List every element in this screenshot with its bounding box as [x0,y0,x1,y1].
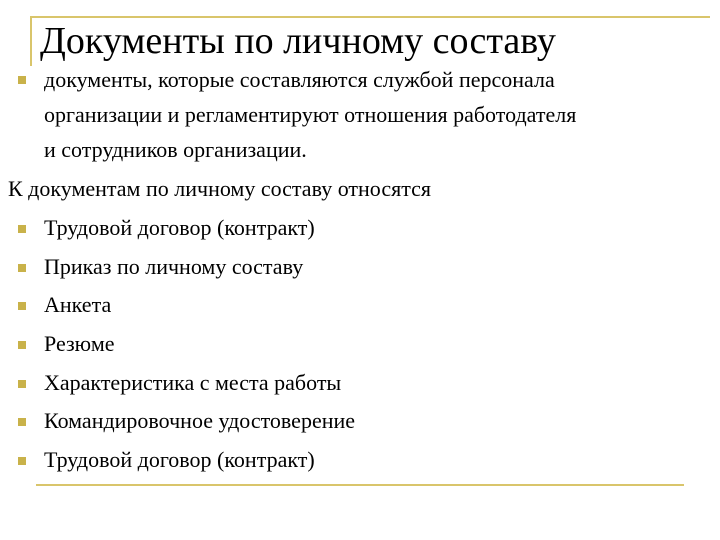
definition-line: организации и регламентируют отношения работодателя [44,102,577,127]
definition-line: и сотрудников организации. [44,137,307,162]
list-item-label: Анкета [44,292,112,318]
bottom-divider [36,484,684,486]
list-item-label: Характеристика с места работы [44,369,342,395]
list-item [0,250,720,289]
slide-title: Документы по личному составу [40,20,556,62]
square-bullet-icon [18,418,26,426]
list-item-label: Командировочное удостоверение [44,408,356,434]
definition-line: документы, которые составляются службой персонала [44,67,555,92]
square-bullet-icon [18,76,26,84]
list-item [0,288,720,327]
list-item [0,366,720,405]
square-bullet-icon [18,457,26,465]
list-item [0,443,720,482]
list-item-label: Трудовой договор (контракт) [44,215,315,240]
square-bullet-icon [18,341,26,349]
list-item-label: Резюме [44,331,115,357]
list-item [0,327,720,366]
square-bullet-icon [18,380,26,388]
intro-text: К документам по личному составу относятся [8,176,432,201]
square-bullet-icon [18,225,26,233]
definition-text [44,62,714,167]
document-list [0,211,720,482]
list-item [0,211,720,250]
square-bullet-icon [18,302,26,310]
title-frame-left-rule [30,16,32,66]
list-item-label: Трудовой договор (контракт) [44,447,315,473]
square-bullet-icon [18,264,26,272]
list-item-label: Приказ по личному составу [44,253,304,279]
list-item [0,404,720,443]
